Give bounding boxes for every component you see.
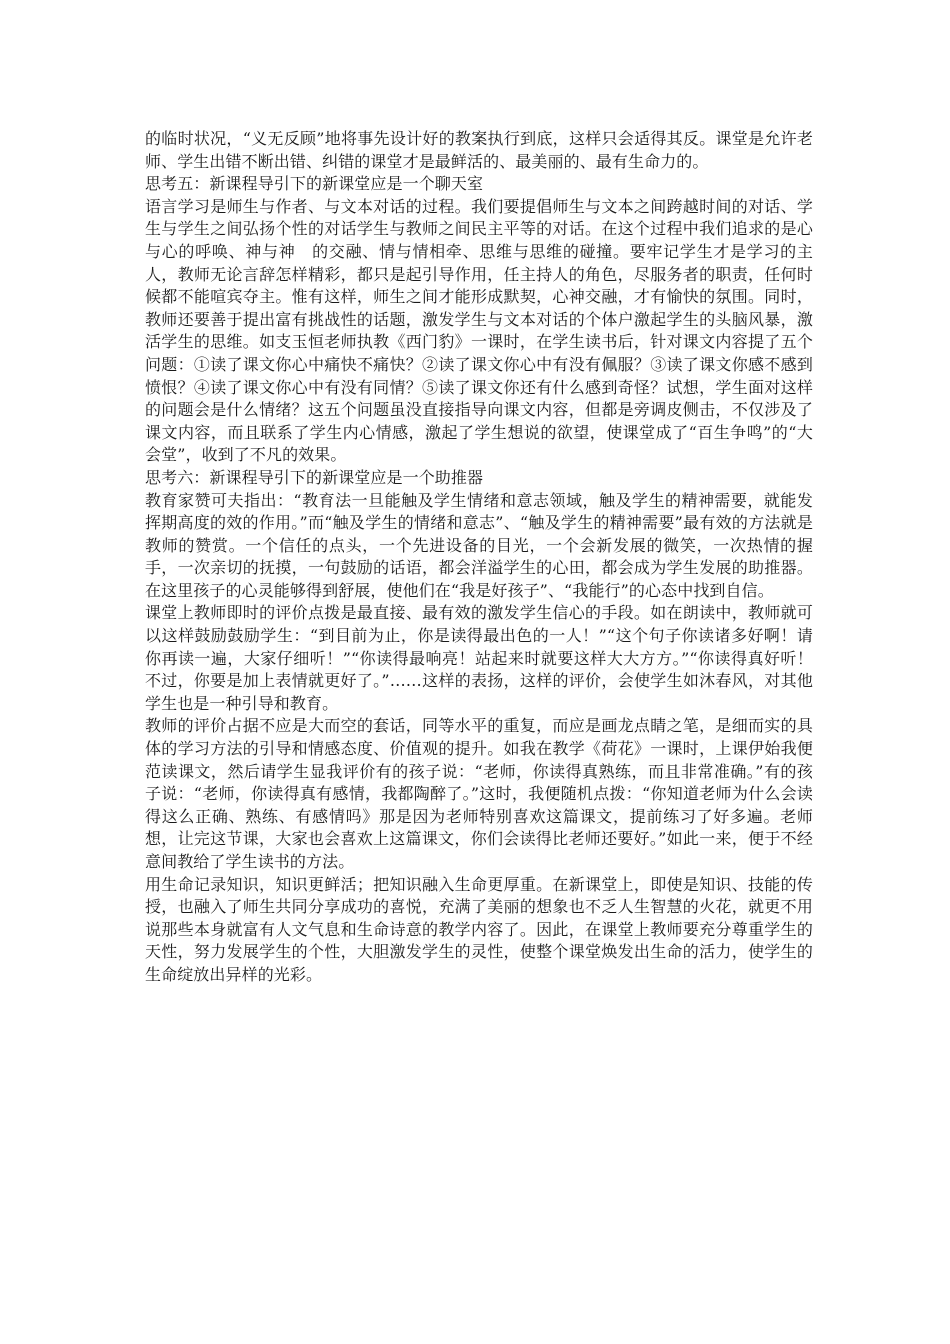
section-heading-5: 思考五：新课程导引下的新课堂应是一个聊天室 bbox=[145, 174, 484, 194]
paragraph-conclusion: 用生命记录知识，知识更鲜活；把知识融入生命更厚重。在新课堂上，即使是知识、技能的传授，也融入了师生共同分享成功的喜悦，充满了美丽的想象也不乏人生智慧的火花，就更不用说那些本身就富有人文气息和生命诗意的教学内容了。因此，在课堂上教师要充分尊重学生的天性，努力发展学生的个性，大胆激发学生的灵性，使整个课堂焕发出生命的活力，使学生的生命绽放出异样的光彩。 bbox=[145, 874, 813, 984]
section-heading-6: 思考六：新课程导引下的新课堂应是一个助推器 bbox=[145, 467, 484, 487]
document-body bbox=[145, 128, 813, 987]
paragraph-example: 教师的评价占据不应是大而空的套话，同等水平的重复，而应是画龙点睛之笔，是细而实的具体的学习方法的引导和情感态度、价值观的提升。如我在教学《荷花》一课时，上课伊始我便范读课文，然后请学生显我评价有的孩子说：“老师，你读得真熟练，而且非常准确。”有的孩子说：“老师，你读得真有感情，我都陶醉了。”这时，我便随机点拨：“你知道老师为什么会读得这么正确、熟练、有感情吗》那是因为老师特别喜欢这篇课文，提前练习了好多遍。老师想，让完这节课，大家也会喜欢上这篇课文，你们会读得比老师还要好。”如此一来，便于不经意间教给了学生读书的方法。 bbox=[145, 716, 813, 871]
paragraph-praise: 教育家赞可夫指出：“教育法一旦能触及学生情绪和意志领域，触及学生的精神需要，就能发挥期高度的效的作用。”而“触及学生的情绪和意志”、“触及学生的精神需要”最有效的方法就是教师的赞赏。一个信任的点头，一个先进设备的目光，一个会新发展的微笑，一次热情的握手，一次亲切的抚摸，一句鼓励的话语，都会洋溢学生的心田，都会成为学生发展的助推器。在这里孩子的心灵能够得到舒展，使他们在“我是好孩子”、“我能行”的心态中找到自信。 bbox=[145, 490, 813, 600]
paragraph-dialogue: 语言学习是师生与作者、与文本对话的过程。我们要提倡师生与文本之间跨越时间的对话、学生与学生之间弘扬个性的对话学生与教师之间民主平等的对话。在这个过程中我们追求的是心与心的呼唤、神与神 的交融、情与情相牵、思维与思维的碰撞。要牢记学生才是学习的主人，教师无论言辞怎样精彩，都只是起引导作用，任主持人的角色，尽服务者的职责，任何时候都不能喧宾夺主。惟有这样，师生之间才能形成默契，心神交融，才有愉快的氛围。同时，教师还要善于提出富有挑战性的话题，激发学生与文本对话的个体户激起学生的头脑风暴，激活学生的思维。如支玉恒老师执教《西门豹》一课时，在学生读书后，针对课文内容提了五个问题：①读了课文你心中痛快不痛快？②读了课文你心中有没有佩服？③读了课文你感不感到愤恨？④读了课文你心中有没有同情？⑤读了课文你还有什么感到奇怪？试想，学生面对这样的问题会是什么情绪？这五个问题虽没直接指导向课文内容，但都是旁调皮侧击，不仅涉及了课文内容，而且联系了学生内心情感，激起了学生想说的欲望，使课堂成了“百生争鸣”的“大会堂”，收到了不凡的效果。 bbox=[145, 196, 813, 465]
paragraph-continuation: 的临时状况，“义无反顾”地将事先设计好的教案执行到底，这样只会适得其反。课堂是允许老师、学生出错不断出错、纠错的课堂才是最鲜活的、最美丽的、最有生命力的。 bbox=[145, 129, 813, 171]
paragraph-evaluation: 课堂上教师即时的评价点拨是最直接、最有效的激发学生信心的手段。如在朗读中，教师就可以这样鼓励鼓励学生：“到目前为止，你是读得最出色的一人！”“这个句子你读诸多好啊！请你再读一遍，大家仔细听！”“你读得最响亮！站起来时就要这样大大方方。”“你读得真好听！不过，你要是加上表情就更好了。”……这样的表扬，这样的评价，会使学生如沐春风，对其他学生也是一种引导和教育。 bbox=[145, 603, 813, 713]
